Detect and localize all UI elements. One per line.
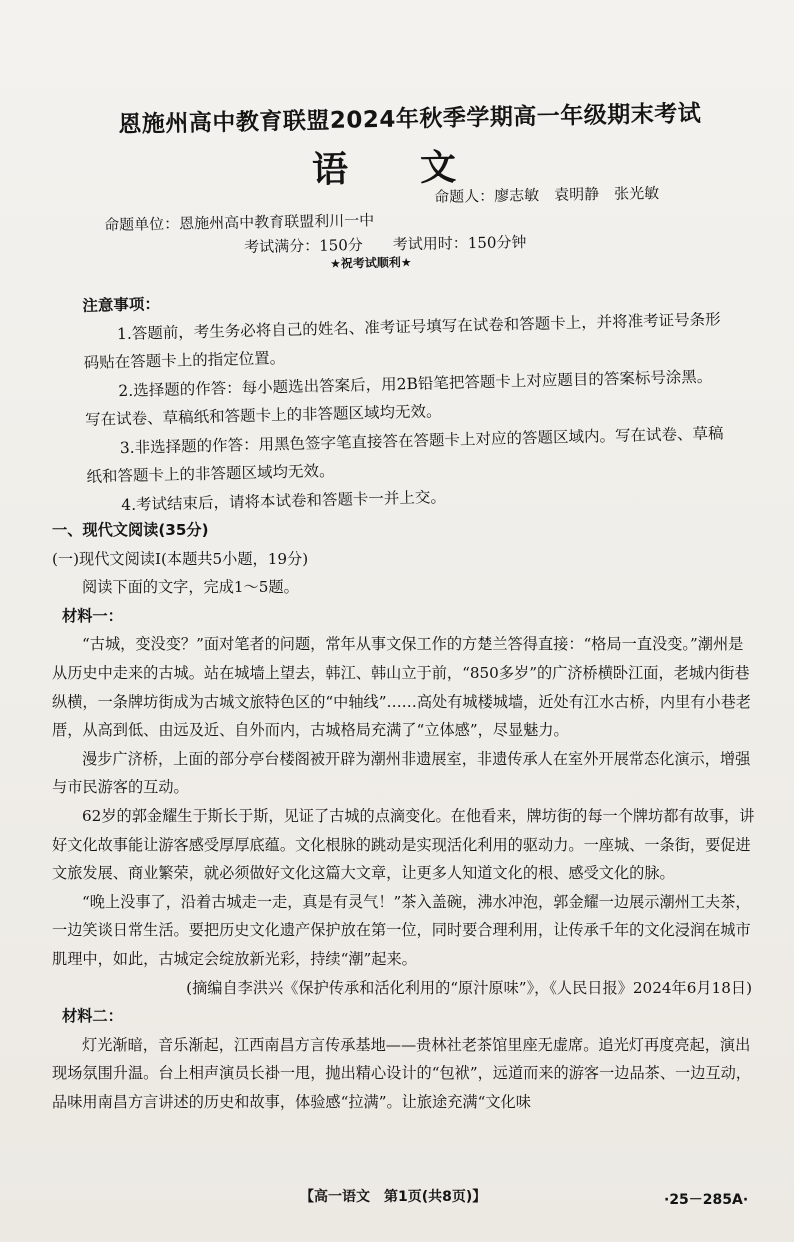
- proposer-line: [434, 182, 659, 207]
- paper-code: ·25－285A·: [664, 1192, 749, 1208]
- reading-instruction: 阅读下面的文字，完成1～5题。: [82, 578, 299, 597]
- unit-text: 命题单位：恩施州高中教育联盟利川一中: [104, 211, 375, 234]
- blessing-text: ★祝考试顺利★: [329, 255, 412, 271]
- material-one-source: (摘编自李洪兴《保护传承和活化利用的“原汁原味”》，《人民日报》2024年6月18日): [186, 978, 752, 997]
- material-one-paragraph-3: 62岁的郭金耀生于斯长于斯，见证了古城的点滴变化。在他看来，牌坊街的每一个牌坊都有故事，讲好文化故事能让游客感受厚厚底蕴。文化根脉的跳动是实现活化利用的驱动力。一座城、一条街，要促进文旅发展、商业繁荣，就必须做好文化这篇大文章，让更多人知道文化的根、感受文化的脉。: [52, 806, 755, 883]
- material-one-label: 材料一：: [62, 606, 123, 625]
- notice-item-3: 3.非选择题的作答：用黑色签字笔直接答在答题卡上对应的答题区域内。写在试卷、草稿纸和答题卡上的非答题区域均无效。: [86, 423, 724, 486]
- subsection-title: (一)现代文阅读Ⅰ(本题共5小题，19分): [52, 549, 309, 568]
- notice-item-2: 2.选择题的作答：每小题选出答案后，用2B铅笔把答题卡上对应题目的答案标号涂黑。写在试卷、草稿纸和答题卡上的非答题区域均无效。: [84, 367, 713, 429]
- material-two-paragraph: 灯光渐暗，音乐渐起，江西南昌方言传承基地——贵林社老茶馆里座无虚席。追光灯再度亮起，演出现场氛围升温。台上相声演员长褂一甩，抛出精心设计的“包袱”，远道而来的游客一边品茶、一边互动，品味用南昌方言讲述的历史和故事，体验感“拉满”。让旅途充满“文化味: [52, 1035, 751, 1111]
- notice-item-1: 1.答题前，考生务必将自己的姓名、准考证号填写在试卷和答题卡上，并将准考证号条形码贴在答题卡上的指定位置。: [83, 309, 721, 372]
- page-footer: 【高一语文 第1页(共8页)】: [300, 1189, 487, 1205]
- material-one-paragraph-1: “古城，变没变？”面对笔者的问题，常年从事文保工作的方楚兰答得直接：“格局一直没变。”潮州是从历史中走来的古城。站在城墙上望去，韩江、韩山立于前，“850多岁”的广济桥横卧江面，老城内街巷纵横，一条牌坊街成为古城文旅特色区的“中轴线”……高处有城楼城墙，近处有江水古桥，内里有小巷老厝，从高到低、由远及近、自外而内，古城格局充满了“立体感”，尽显魅力。: [52, 635, 751, 740]
- score-time-text: 考试满分：150分 考试用时：150分钟: [244, 233, 527, 256]
- proposer-text: 命题人：廖志敏 袁明静 张光敏: [434, 184, 660, 206]
- notice-block: [82, 276, 727, 520]
- unit-line: [104, 209, 374, 235]
- material-one-paragraph-4: “晚上没事了，沿着古城走一走，真是有灵气！”茶入盖碗，沸水冲泡，郭金耀一边展示潮州工夫茶，一边笑谈日常生活。要把历史文化遗产保护放在第一位，同时要合理利用，让传承千年的文化浸润在城市肌理中，如此，古城定会绽放新光彩，持续“潮”起来。: [52, 892, 751, 968]
- notice-item-4: 4.考试结束后，请将本试卷和答题卡一并上交。: [120, 487, 447, 514]
- reading-section: [52, 516, 758, 1116]
- material-two-label: 材料二：: [62, 1007, 123, 1026]
- material-one-paragraph-2: 漫步广济桥，上面的部分亭台楼阁被开辟为潮州非遗展室，非遗传承人在室外开展常态化演示，增强与市民游客的互动。: [52, 749, 751, 797]
- notice-heading: 注意事项：: [82, 295, 161, 315]
- subject-heading: 语文: [311, 146, 529, 191]
- section-title: 一、现代文阅读(35分): [52, 521, 209, 539]
- exam-title: 恩施州高中教育联盟2024年秋季学期高一年级期末考试: [118, 100, 702, 138]
